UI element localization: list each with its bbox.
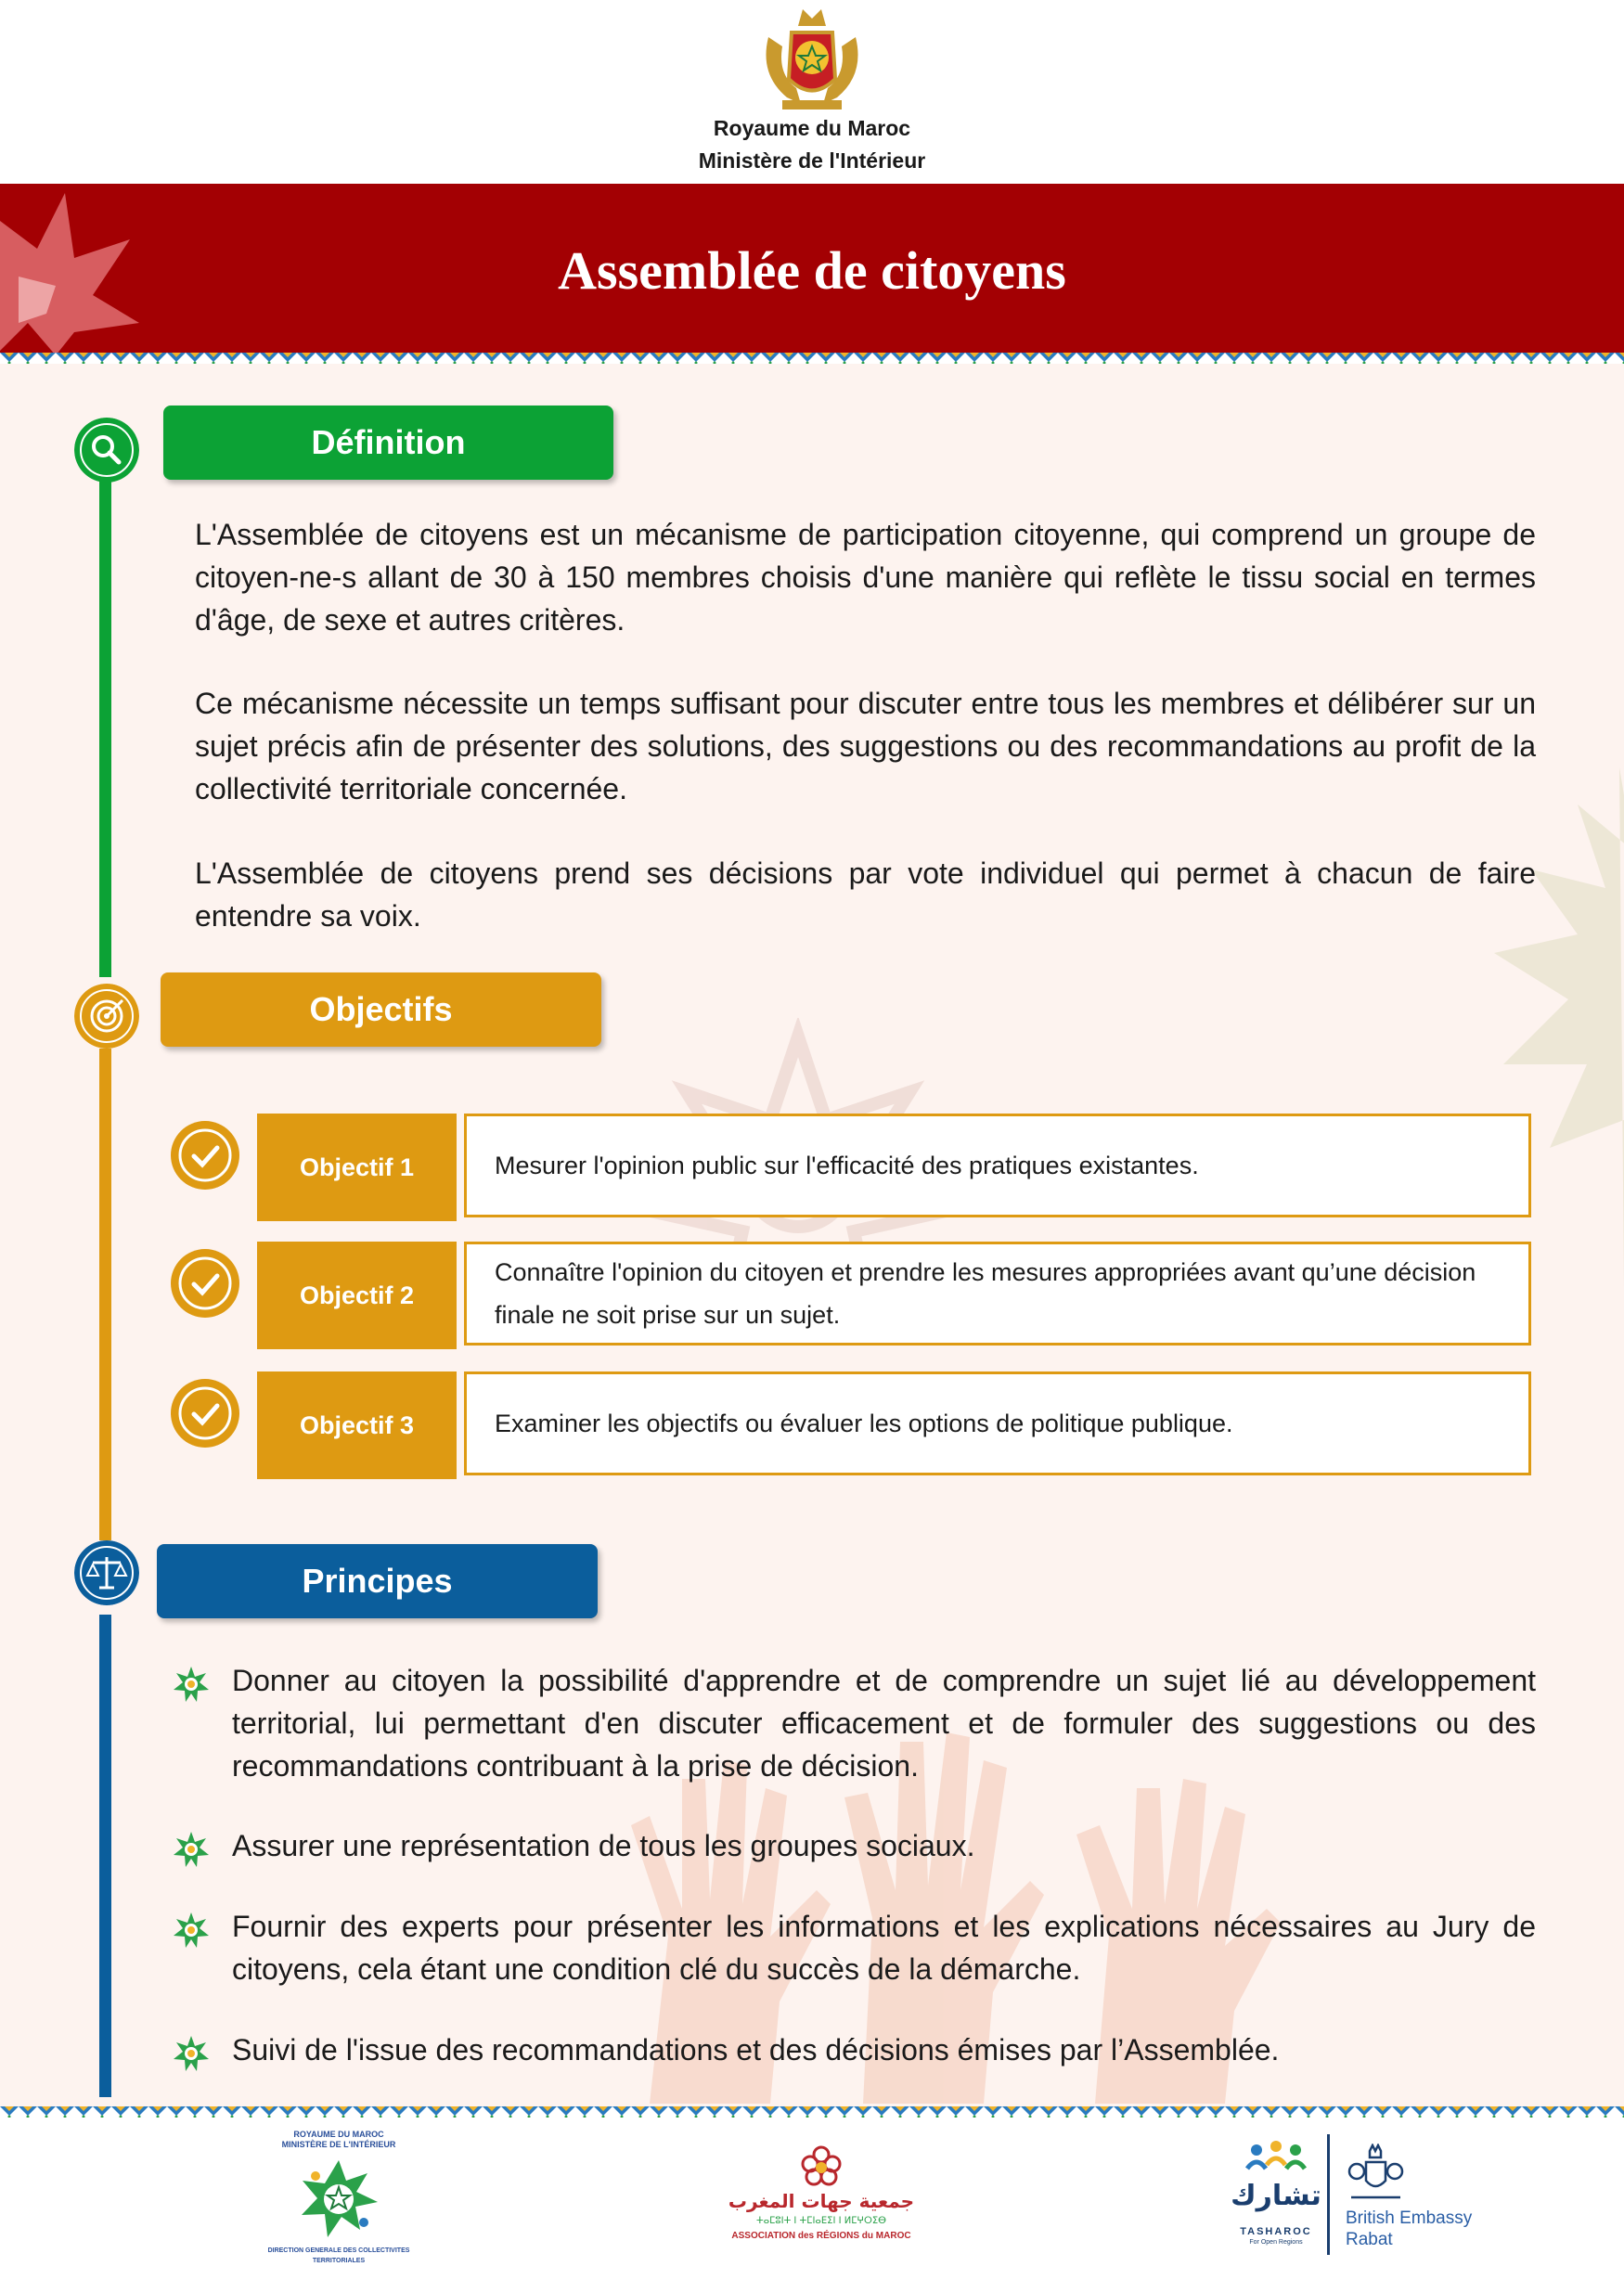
tasharoc-arabic-text: تشارك <box>1231 2180 1321 2212</box>
star-bullet-icon <box>172 1911 211 1950</box>
target-icon <box>74 984 139 1049</box>
timeline-principes <box>99 1615 111 2097</box>
kingdom-name: Royaume du Maroc <box>713 116 911 140</box>
dgct-star-icon <box>297 2157 380 2241</box>
principle-text: Donner au citoyen la possibilité d'apprendre et de comprendre un sujet lié au développement territorial, lui permettant d'en discuter efficacement et de formuler des suggestions ou des recommandations contribuant à la prise de décision. <box>232 1664 1536 1783</box>
definition-paragraph-2: Ce mécanisme nécessite un temps suffisant pour discuter entre tous les membres et délibérer sur un sujet précis afin de présenter des solutions, des suggestions ou des recommandations au profit de la collectivité territoriale concernée. <box>195 687 1536 805</box>
objective-text: Mesurer l'opinion public sur l'efficacité des pratiques existantes. <box>464 1114 1531 1217</box>
objective-label: Objectif 2 <box>257 1242 457 1349</box>
arm-logo <box>719 2144 923 2255</box>
tasharoc-people-icon <box>1244 2139 1308 2181</box>
check-badge-icon <box>169 1119 241 1191</box>
bottom-decorative-border <box>0 2106 1624 2118</box>
objective-text: Connaître l'opinion du citoyen et prendre les mesures appropriées avant qu’une décision finale ne soit prise sur un sujet. <box>464 1242 1531 1346</box>
british-embassy-logo <box>1341 2144 1489 2255</box>
timeline-definition <box>99 481 111 977</box>
timeline-objectifs <box>99 1049 111 1540</box>
scales-icon <box>74 1540 139 1605</box>
star-bullet-icon <box>172 1830 211 1869</box>
definition-paragraph-1: L'Assemblée de citoyens est un mécanisme de participation citoyenne, qui comprend un groupe de citoyen-ne-s allant de 30 à 150 membres choisis d'une manière qui reflète le tissu social en termes d'âge, de sexe et autres critères. <box>195 518 1536 637</box>
page-title: Assemblée de citoyens <box>558 240 1066 301</box>
objectifs-heading: Objectifs <box>161 972 601 1047</box>
dgct-top-text: ROYAUME DU MAROC MINISTÈRE DE L'INTÉRIEUR <box>281 2130 396 2149</box>
arm-flower-icon <box>793 2144 849 2190</box>
objective-label: Objectif 1 <box>257 1114 457 1221</box>
tasharoc-sub-text: For Open Regions <box>1249 2239 1303 2246</box>
objective-label: Objectif 3 <box>257 1371 457 1479</box>
principle-text: Suivi de l'issue des recommandations et des décisions émises par l’Assemblée. <box>232 2033 1280 2067</box>
objective-row <box>169 1371 1533 1481</box>
principes-heading: Principes <box>157 1544 598 1618</box>
tasharoc-name-text: TASHAROC <box>1240 2226 1312 2237</box>
royal-emblem-logo <box>750 0 874 115</box>
arm-name-text: ASSOCIATION des RÉGIONS du MAROC <box>731 2231 911 2241</box>
arm-tifinagh-text: ⵜⴰⵎⵓⵏⵜ ⵏ ⵜⵎⵏⴰⴹⵉⵏ ⵏ ⵍⵎⵖⵔⵉⴱ <box>755 2216 887 2226</box>
tasharoc-logo <box>1230 2139 1322 2255</box>
objective-text: Examiner les objectifs ou évaluer les options de politique publique. <box>464 1371 1531 1475</box>
footer-divider <box>1327 2134 1330 2255</box>
ministry-name: Ministère de l'Intérieur <box>698 148 926 173</box>
search-icon <box>74 418 139 483</box>
embassy-line-1: British Embassy <box>1346 2208 1473 2228</box>
check-badge-icon <box>169 1247 241 1320</box>
principle-text: Assurer une représentation de tous les groupes sociaux. <box>232 1829 975 1862</box>
arm-arabic-text: جمعية جهات المغرب <box>728 2190 915 2212</box>
objective-row <box>169 1242 1533 1351</box>
star-bullet-icon <box>172 1665 211 1704</box>
dgct-logo <box>241 2130 436 2269</box>
check-badge-icon <box>169 1377 241 1449</box>
top-decorative-border <box>0 353 1624 364</box>
royal-coat-of-arms-icon <box>1346 2144 1406 2204</box>
definition-paragraph-3: L'Assemblée de citoyens prend ses décisions par vote individuel qui permet à chacun de faire entendre sa voix. <box>195 856 1536 933</box>
embassy-line-2: Rabat <box>1346 2230 1393 2249</box>
principle-text: Fournir des experts pour présenter les informations et les explications nécessaires au Jury de citoyens, cela étant une condition clé du succès de la démarche. <box>232 1910 1536 1986</box>
definition-heading: Définition <box>163 406 613 480</box>
star-bullet-icon <box>172 2034 211 2073</box>
dgct-bottom-text: DIRECTION GENERALE DES COLLECTIVITES TERRITORIALES <box>267 2247 410 2264</box>
objective-row <box>169 1114 1533 1223</box>
